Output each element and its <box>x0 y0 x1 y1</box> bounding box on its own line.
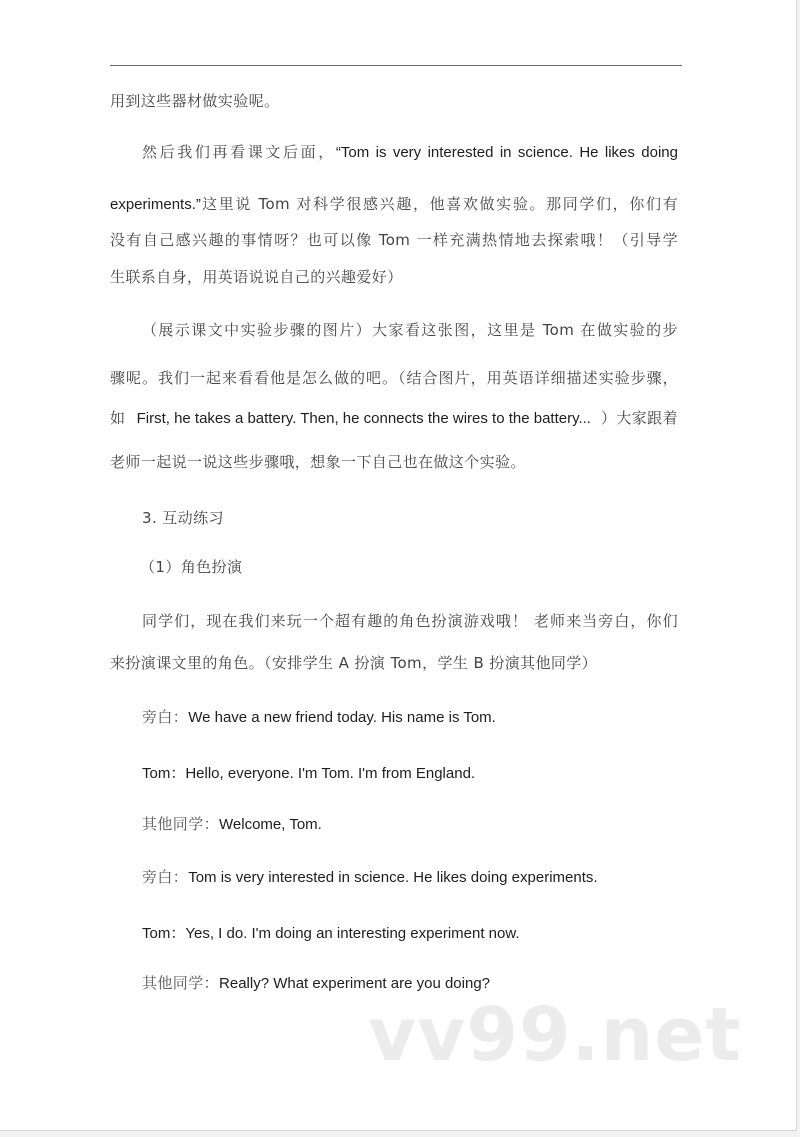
text-cn: 生联系自身，用英语说说自己的兴趣爱好） <box>110 268 403 286</box>
example-en: First, he takes a battery. Then, he connects the wires to the battery... <box>136 410 591 427</box>
text-cn: ）大家跟着 <box>600 409 678 427</box>
speaker-label: 旁白： <box>142 708 189 726</box>
paragraph-line <box>110 368 678 388</box>
paragraph-line <box>110 267 403 287</box>
section-heading <box>142 508 224 528</box>
dialogue-text: We have a new friend today. His name is Tom. <box>188 709 496 726</box>
text-cn: （展示课文中实验步骤的图片）大家看这张图，这里是 Tom 在做实验的步 <box>142 321 678 339</box>
speaker-label: 其他同学： <box>142 974 220 992</box>
paragraph-line <box>142 142 678 163</box>
dialogue-line <box>142 707 496 728</box>
speaker-label: 其他同学： <box>142 815 220 833</box>
paragraph-line <box>110 452 526 472</box>
text-cn: 骤呢。我们一起来看看他是怎么做的吧。（结合图片，用英语详细描述实验步骤， <box>110 369 678 387</box>
paragraph-line <box>142 611 678 631</box>
dialogue-text: Really? What experiment are you doing? <box>219 975 490 992</box>
dialogue-line <box>142 763 475 784</box>
dialogue-text: Hello, everyone. I'm Tom. I'm from England. <box>185 765 476 782</box>
paragraph-line <box>110 653 597 673</box>
dialogue-text: Tom is very interested in science. He likes doing experiments. <box>188 869 598 886</box>
speaker-label: Tom： <box>142 765 186 782</box>
dialogue-line <box>142 923 520 944</box>
dialogue-line <box>142 973 490 994</box>
text-cn: 老师一起说一说这些步骤哦，想象一下自己也在做这个实验。 <box>110 453 526 471</box>
speaker-label: 旁白： <box>142 868 189 886</box>
paragraph-line <box>110 408 678 429</box>
dialogue-text: Yes, I do. I'm doing an interesting experiment now. <box>185 925 520 942</box>
header-rule <box>110 65 682 66</box>
quote-en: experiments.” <box>110 196 201 213</box>
dialogue-text: Welcome, Tom. <box>219 816 322 833</box>
text-cn: 同学们，现在我们来玩一个超有趣的角色扮演游戏哦！ 老师来当旁白，你们 <box>142 612 678 630</box>
text-cn: 来扮演课文里的角色。（安排学生 A 扮演 Tom，学生 B 扮演其他同学） <box>110 654 598 672</box>
speaker-label: Tom： <box>142 925 186 942</box>
dialogue-line <box>142 814 322 835</box>
watermark: vv99.net <box>368 992 742 1078</box>
paragraph-line <box>142 320 678 340</box>
paragraph-continuation <box>110 91 279 111</box>
text-cn: 然后我们再看课文后面， <box>142 143 336 161</box>
text-cn: 没有自己感兴趣的事情呀？也可以像 Tom 一样充满热情地去探索哦！（引导学 <box>110 231 678 249</box>
heading-text: （1）角色扮演 <box>140 558 243 576</box>
paragraph-line <box>110 230 678 250</box>
text-cn: 这里说 Tom 对科学很感兴趣，他喜欢做实验。那同学们，你们有 <box>200 195 678 213</box>
subsection-heading <box>140 557 242 577</box>
heading-text: 3. 互动练习 <box>142 509 224 527</box>
text-line: 用到这些器材做实验呢。 <box>110 92 280 110</box>
text-cn: 如 <box>110 409 126 427</box>
dialogue-line <box>142 867 598 888</box>
quote-en: “Tom is very interested in science. He likes doing <box>335 144 678 161</box>
paragraph-line <box>110 194 678 215</box>
